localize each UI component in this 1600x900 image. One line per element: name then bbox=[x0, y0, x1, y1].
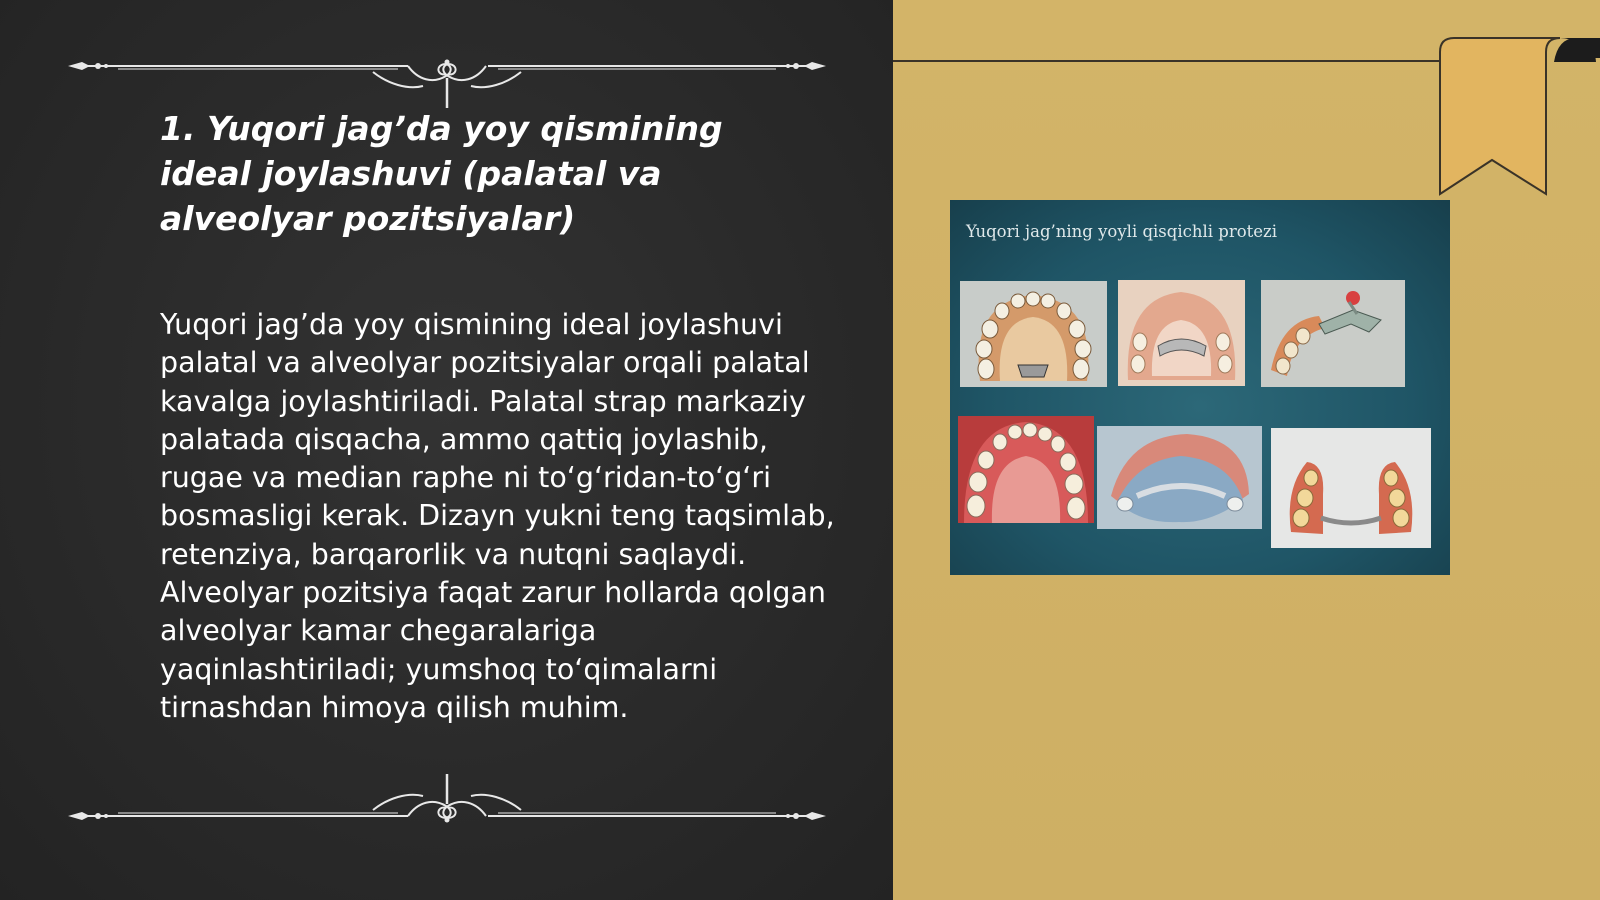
bar-prosthesis-icon bbox=[1271, 428, 1431, 548]
clasp-framework-icon bbox=[1261, 280, 1405, 387]
bottom-ornament-divider-icon bbox=[68, 772, 826, 832]
maxillary-arch-model-icon bbox=[960, 281, 1107, 387]
denture-with-clasp-icon bbox=[1118, 280, 1245, 386]
prosthesis-photo-figure bbox=[950, 200, 1450, 575]
slide-title: 1. Yuqori jag’da yoy qismining ideal joylashuvi (palatal va alveolyar pozitsiyalar) bbox=[160, 109, 723, 238]
top-ornament-divider-icon bbox=[68, 50, 826, 110]
bookmark-ribbon-icon bbox=[1430, 34, 1600, 204]
decorative-rule-line bbox=[893, 60, 1453, 62]
upper-jaw-teeth-icon bbox=[958, 416, 1094, 523]
palatal-plate-icon bbox=[1097, 426, 1262, 529]
slide-body-text: Yuqori jag’da yoy qismining ideal joylashuvi palatal va alveolyar pozitsiyalar orqali palatal kavalga joylashtiriladi. Palatal strap markaziy palatada qisqacha, ammo qattiq joylashib, rugae va median raphe ni to‘g‘ridan-to‘g‘ri bosmasligi kerak. Dizayn yukni teng taqsimlab, retenziya, barqarorlik va nutqni saqlaydi. Alveolyar pozitsiya faqat zarur hollarda qolgan alveolyar kamar chegaralariga yaqinlashtiriladi; yumshoq to‘qimalarni tirnashdan himoya qilish muhim. bbox=[160, 308, 835, 724]
figure-caption: Yuqori jag’ning yoyli qisqichli protezi bbox=[966, 222, 1278, 241]
